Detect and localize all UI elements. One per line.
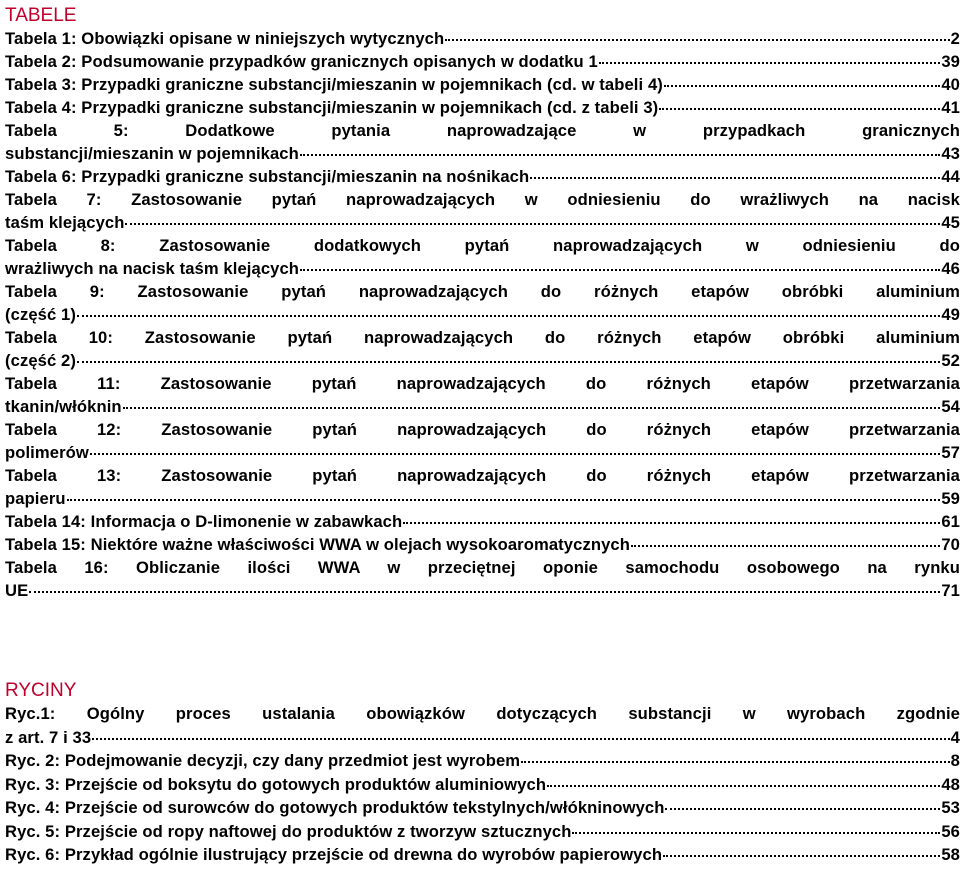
toc-entry-title: z art. 7 i 33 <box>5 727 92 747</box>
dot-leader <box>572 832 940 834</box>
toc-entry-line <box>5 726 960 750</box>
toc-entry-line <box>5 820 960 844</box>
toc-entry-line <box>5 773 960 797</box>
toc-entry[interactable] <box>5 533 960 556</box>
document-page <box>5 0 960 867</box>
toc-entry-page-number: 56 <box>941 821 960 841</box>
toc-entry-title: Ryc. 5: Przejście od ropy naftowej do produktów z tworzyw sztucznych <box>5 821 572 841</box>
toc-entry-line <box>5 96 960 119</box>
toc-entry-title: (część 2) <box>5 351 77 370</box>
toc-entry-title: Tabela 2: Podsumowanie przypadków granicznych opisanych w dodatku 1 <box>5 52 598 71</box>
toc-entry-page-number: 41 <box>941 98 960 117</box>
toc-entry[interactable] <box>5 556 960 602</box>
toc-entry-title-line: Tabela 10: Zastosowanie pytań naprowadzających do różnych etapów obróbki aluminium <box>5 328 960 347</box>
toc-entry-title-line: Tabela 16: Obliczanie ilości WWA w przeciętnej oponie samochodu osobowego na rynku <box>5 558 960 577</box>
toc-entry-title: Ryc. 4: Przejście od surowców do gotowych produktów tekstylnych/włókninowych <box>5 798 665 817</box>
toc-entry[interactable] <box>5 843 960 867</box>
dot-leader <box>90 453 940 455</box>
toc-entry-line <box>5 441 960 464</box>
toc-entry-line <box>5 579 960 602</box>
toc-entry-page-number: 52 <box>941 351 960 370</box>
toc-entry-page-number: 54 <box>941 397 960 416</box>
toc-entry[interactable] <box>5 773 960 797</box>
toc-entry-title-line: Tabela 11: Zastosowanie pytań naprowadzających do różnych etapów przetwarzania <box>5 374 960 393</box>
toc-entry-title: substancji/mieszanin w pojemnikach <box>5 144 299 163</box>
dot-leader <box>631 545 940 547</box>
dot-leader <box>77 361 940 363</box>
toc-entry-title: UE <box>5 581 29 600</box>
toc-entry-title-line: Tabela 13: Zastosowanie pytań naprowadzających do różnych etapów przetwarzania <box>5 466 960 485</box>
toc-entry-page-number: 45 <box>941 213 960 232</box>
toc-entry-title: Tabela 6: Przypadki graniczne substancji/mieszanin na nośnikach <box>5 167 530 186</box>
toc-entry-page-number: 61 <box>941 512 960 531</box>
toc-entry-page-number: 57 <box>941 443 960 462</box>
toc-entry-page-number: 8 <box>950 751 960 770</box>
dot-leader <box>547 785 940 787</box>
toc-entry-page-number: 46 <box>941 259 960 278</box>
toc-entry-title-line: Tabela 8: Zastosowanie dodatkowych pytań naprowadzających w odniesieniu do <box>5 236 960 255</box>
toc-entry-title: Tabela 4: Przypadki graniczne substancji/mieszanin w pojemnikach (cd. z tabeli 3) <box>5 98 659 117</box>
toc-entry[interactable] <box>5 796 960 820</box>
toc-entry-title: taśm klejących <box>5 213 125 232</box>
dot-leader <box>125 223 940 225</box>
toc-entry[interactable] <box>5 820 960 844</box>
dot-leader <box>92 738 949 740</box>
dot-leader <box>445 39 949 41</box>
toc-entry-page-number: 4 <box>950 727 960 747</box>
toc-entry[interactable] <box>5 27 960 50</box>
ryciny-list <box>5 702 960 867</box>
section-spacer <box>5 602 960 680</box>
toc-entry-page-number: 70 <box>941 535 960 554</box>
toc-entry-page-number: 2 <box>950 29 960 48</box>
toc-entry-title: Ryc. 6: Przykład ogólnie ilustrujący przejście od drewna do wyrobów papierowych <box>5 845 663 864</box>
toc-entry-line <box>5 487 960 510</box>
dot-leader <box>599 62 941 64</box>
dot-leader <box>123 407 941 409</box>
toc-entry-line <box>5 165 960 188</box>
toc-entry[interactable] <box>5 326 960 372</box>
toc-entry-page-number: 71 <box>941 581 960 600</box>
toc-entry-line <box>5 843 960 867</box>
dot-leader <box>67 499 941 501</box>
toc-entry-title: wrażliwych na nacisk taśm klejących <box>5 259 300 278</box>
toc-entry[interactable] <box>5 464 960 510</box>
toc-entry-line <box>5 27 960 50</box>
toc-entry-line <box>5 395 960 418</box>
dot-leader <box>77 315 940 317</box>
toc-entry[interactable] <box>5 73 960 96</box>
dot-leader <box>663 855 940 857</box>
toc-entry-page-number: 49 <box>941 305 960 324</box>
toc-entry[interactable] <box>5 280 960 326</box>
toc-entry-page-number: 39 <box>941 52 960 71</box>
toc-entry-title-line: Tabela 5: Dodatkowe pytania naprowadzające w przypadkach granicznych <box>5 121 960 140</box>
toc-entry-title: Tabela 1: Obowiązki opisane w niniejszych wytycznych <box>5 29 445 48</box>
toc-entry[interactable] <box>5 50 960 73</box>
toc-entry-title: tkanin/włóknin <box>5 397 122 416</box>
toc-entry[interactable] <box>5 234 960 280</box>
toc-entry-page-number: 48 <box>941 774 960 794</box>
dot-leader <box>664 85 940 87</box>
toc-entry[interactable] <box>5 165 960 188</box>
toc-entry-page-number: 58 <box>941 845 960 864</box>
toc-entry[interactable] <box>5 188 960 234</box>
toc-entry-page-number: 43 <box>941 144 960 163</box>
toc-entry-line <box>5 50 960 73</box>
toc-entry-line <box>5 257 960 280</box>
dot-leader <box>521 761 950 763</box>
toc-entry-line <box>5 73 960 96</box>
toc-entry-title: Tabela 3: Przypadki graniczne substancji/mieszanin w pojemnikach (cd. w tabeli 4) <box>5 75 663 94</box>
toc-entry-page-number: 59 <box>941 489 960 508</box>
dot-leader <box>300 269 940 271</box>
toc-entry-line <box>5 349 960 372</box>
toc-entry-line <box>5 796 960 820</box>
toc-entry-line <box>5 303 960 326</box>
toc-entry[interactable] <box>5 372 960 418</box>
dot-leader <box>665 808 940 810</box>
toc-entry-title: Ryc. 3: Przejście od boksytu do gotowych produktów aluminiowych <box>5 774 547 794</box>
toc-entry-title: (część 1) <box>5 305 77 324</box>
toc-entry-title: Tabela 14: Informacja o D-limonenie w zabawkach <box>5 512 403 531</box>
toc-entry-title-line: Ryc.1: Ogólny proces ustalania obowiązków dotyczących substancji w wyrobach zgodnie <box>5 704 960 723</box>
dot-leader <box>300 154 940 156</box>
toc-entry-line <box>5 211 960 234</box>
toc-entry-title: Tabela 15: Niektóre ważne właściwości WWA w olejach wysokoaromatycznych <box>5 535 630 554</box>
toc-entry-title: polimerów <box>5 443 89 462</box>
dot-leader <box>659 108 940 110</box>
toc-entry-page-number: 44 <box>941 167 960 186</box>
toc-entry[interactable] <box>5 702 960 749</box>
ryciny-heading: RYCINY <box>5 680 77 701</box>
tabele-heading: TABELE <box>5 5 77 26</box>
toc-entry-line <box>5 533 960 556</box>
dot-leader <box>29 591 940 593</box>
toc-entry-line <box>5 749 960 773</box>
dot-leader <box>403 522 940 524</box>
toc-entry-line <box>5 142 960 165</box>
toc-entry[interactable] <box>5 749 960 773</box>
toc-entry-title-line: Tabela 12: Zastosowanie pytań naprowadzających do różnych etapów przetwarzania <box>5 420 960 439</box>
dot-leader <box>530 177 940 179</box>
toc-entry-title: papieru <box>5 489 66 508</box>
toc-entry-title-line: Tabela 7: Zastosowanie pytań naprowadzających w odniesieniu do wrażliwych na nacisk <box>5 190 960 209</box>
toc-entry-page-number: 40 <box>941 75 960 94</box>
toc-entry[interactable] <box>5 510 960 533</box>
toc-entry-page-number: 53 <box>941 798 960 817</box>
tabele-list <box>5 27 960 602</box>
toc-entry[interactable] <box>5 96 960 119</box>
toc-entry[interactable] <box>5 119 960 165</box>
toc-entry-line <box>5 510 960 533</box>
toc-entry-title: Ryc. 2: Podejmowanie decyzji, czy dany przedmiot jest wyrobem <box>5 751 521 770</box>
toc-entry[interactable] <box>5 418 960 464</box>
toc-entry-title-line: Tabela 9: Zastosowanie pytań naprowadzających do różnych etapów obróbki aluminium <box>5 282 960 301</box>
